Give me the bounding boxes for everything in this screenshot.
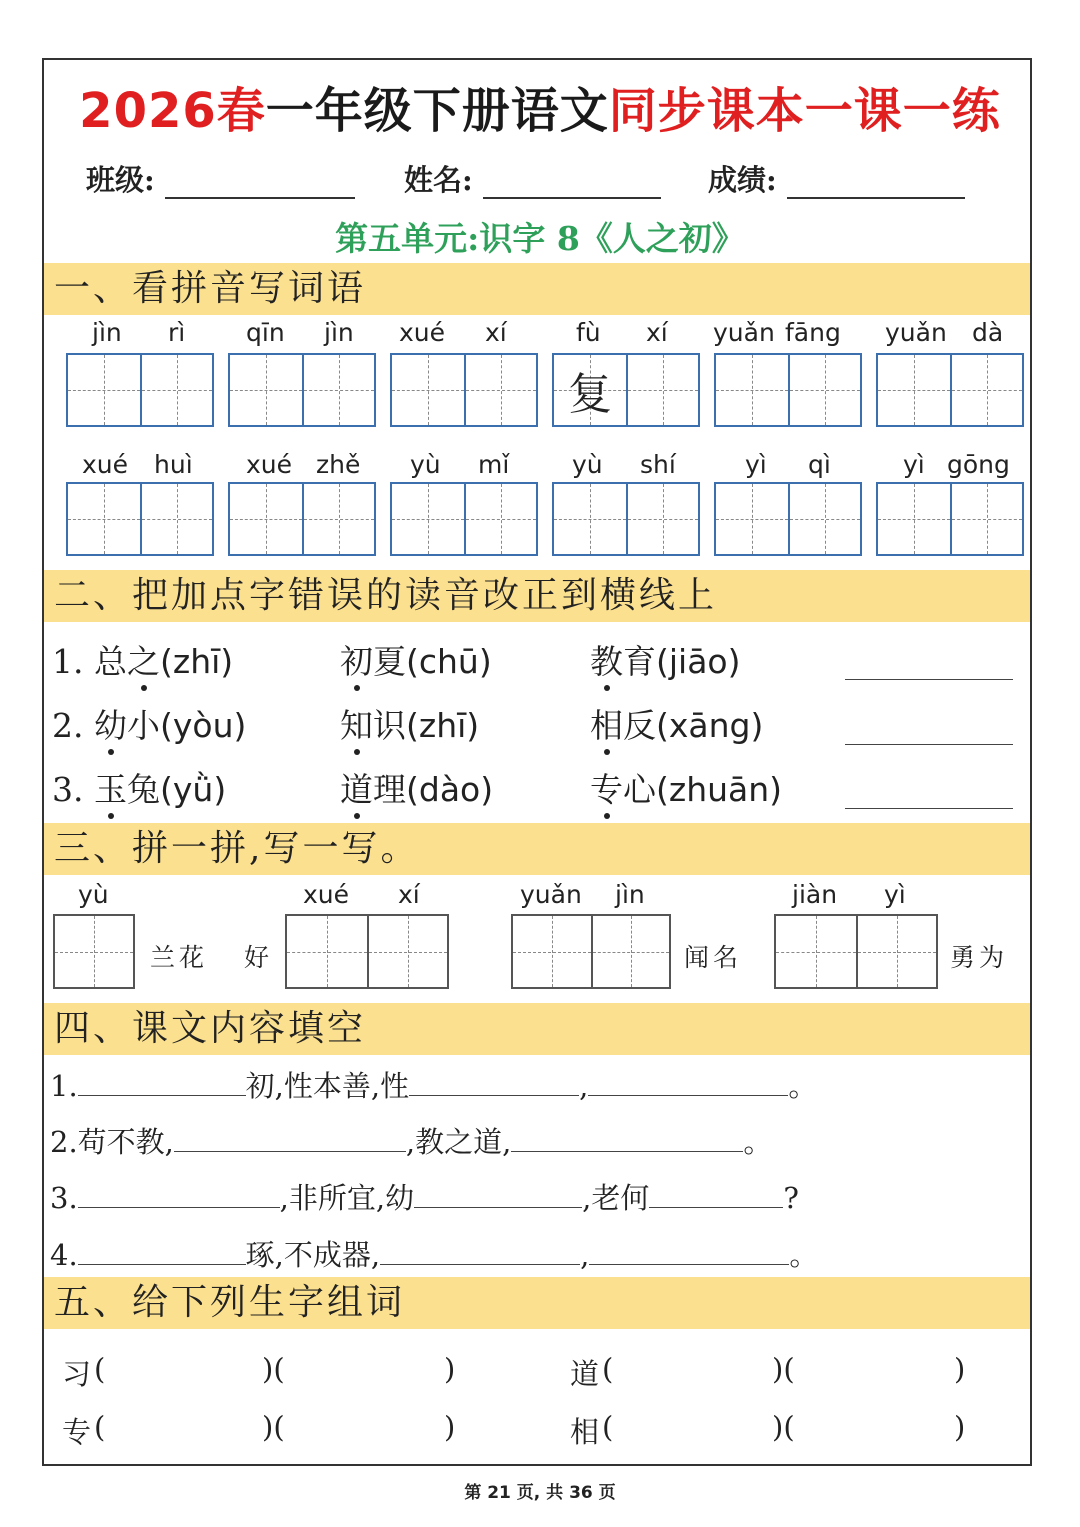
pinyin: yuǎn [713, 318, 775, 347]
title-year: 2026春 [79, 83, 266, 139]
blank[interactable] [380, 1236, 580, 1265]
title-practice: 同步课本一课一练 [608, 83, 1001, 139]
pinyin: xí [485, 318, 507, 347]
pinyin: yù [572, 450, 603, 479]
word-suffix: 兰花 [150, 943, 209, 972]
blank[interactable] [174, 1123, 406, 1152]
unit-title: 第五单元:识字 8《人之初》 [335, 219, 745, 258]
example-character: 复 [567, 369, 612, 420]
pinyin: xí [646, 318, 668, 347]
page-footer: 第 21 页, 共 36 页 [464, 1483, 616, 1503]
fill-line-2: 2.苟不教, ,教之道, 。 [50, 1125, 773, 1159]
writing-grid[interactable] [552, 482, 700, 556]
character: 专 [62, 1415, 92, 1449]
section2-heading: 二、把加点字错误的读音改正到横线上 [44, 570, 1030, 622]
blank[interactable] [649, 1179, 783, 1208]
blank[interactable] [78, 1179, 280, 1208]
pinyin: yuǎn [520, 880, 582, 909]
section4-heading: 四、课文内容填空 [44, 1003, 1030, 1055]
blank[interactable] [78, 1067, 246, 1096]
writing-grid[interactable] [390, 353, 538, 427]
pinyin: fāng [785, 318, 841, 347]
section5-heading: 五、给下列生字组词 [44, 1277, 1030, 1329]
pinyin: jìn [615, 880, 645, 909]
pinyin: rì [168, 318, 186, 347]
blank[interactable] [414, 1179, 582, 1208]
answer-line[interactable] [845, 679, 1013, 680]
blank[interactable] [409, 1067, 579, 1096]
pinyin: yì [745, 450, 767, 479]
title-grade: 一年级下册语文 [265, 83, 609, 139]
pinyin: qì [808, 450, 831, 479]
pinyin: jiàn [792, 880, 838, 909]
pinyin: xué [246, 450, 293, 479]
pinyin: dà [972, 318, 1004, 347]
writing-grid[interactable] [228, 482, 376, 556]
pinyin: fù [576, 318, 601, 347]
blank[interactable] [78, 1236, 246, 1265]
pinyin: yù [78, 880, 109, 909]
writing-grid[interactable] [53, 914, 135, 989]
pinyin: yuǎn [885, 318, 947, 347]
answer-line[interactable] [845, 744, 1013, 745]
pinyin: xué [82, 450, 129, 479]
blank[interactable] [511, 1123, 743, 1152]
class-label: 班级: [86, 163, 155, 197]
pinyin: mǐ [478, 450, 510, 479]
page-title [0, 72, 1080, 141]
blank[interactable] [588, 1067, 788, 1096]
name-label: 姓名: [404, 163, 473, 197]
writing-grid[interactable] [228, 353, 376, 427]
score-label: 成绩: [708, 163, 777, 197]
pinyin: yì [884, 880, 906, 909]
fill-line-1: 1. 初,性本善,性 , 。 [50, 1069, 818, 1103]
pinyin: yì [903, 450, 925, 479]
fill-line-3: 3. ,非所宜,幼 ,老何 ? [50, 1181, 799, 1215]
fill-line-4: 4. 琢,不成器, , 。 [50, 1238, 819, 1272]
writing-grid[interactable] [66, 482, 214, 556]
writing-grid[interactable] [714, 482, 862, 556]
pinyin: xí [398, 880, 420, 909]
section3-heading: 三、拼一拼,写一写。 [44, 823, 1030, 875]
word-suffix: 勇为 [950, 943, 1009, 972]
writing-grid[interactable] [774, 914, 938, 989]
writing-grid[interactable] [714, 353, 862, 427]
pinyin: huì [154, 450, 193, 479]
pinyin: jìn [324, 318, 354, 347]
name-field[interactable] [404, 158, 661, 199]
pinyin: shí [640, 450, 676, 479]
writing-grid[interactable] [876, 353, 1024, 427]
character: 习 [62, 1357, 92, 1391]
writing-grid[interactable] [390, 482, 538, 556]
writing-grid[interactable] [552, 353, 700, 427]
pinyin: xué [399, 318, 446, 347]
pinyin: yù [410, 450, 441, 479]
character: 道 [570, 1357, 600, 1391]
writing-grid[interactable] [511, 914, 671, 989]
pinyin: qīn [246, 318, 285, 347]
class-field[interactable] [86, 158, 355, 199]
pinyin: xué [303, 880, 350, 909]
writing-grid[interactable] [66, 353, 214, 427]
writing-grid[interactable] [876, 482, 1024, 556]
pinyin: jìn [92, 318, 122, 347]
pinyin: zhě [316, 450, 361, 479]
section1-heading: 一、看拼音写词语 [44, 263, 1030, 315]
writing-grid[interactable] [285, 914, 449, 989]
pinyin: gōng [947, 450, 1010, 479]
word-suffix: 闻名 [684, 943, 743, 972]
answer-line[interactable] [845, 808, 1013, 809]
character: 相 [570, 1415, 600, 1449]
word-prefix: 好 [244, 943, 274, 972]
score-field[interactable] [708, 158, 965, 199]
blank[interactable] [589, 1236, 789, 1265]
